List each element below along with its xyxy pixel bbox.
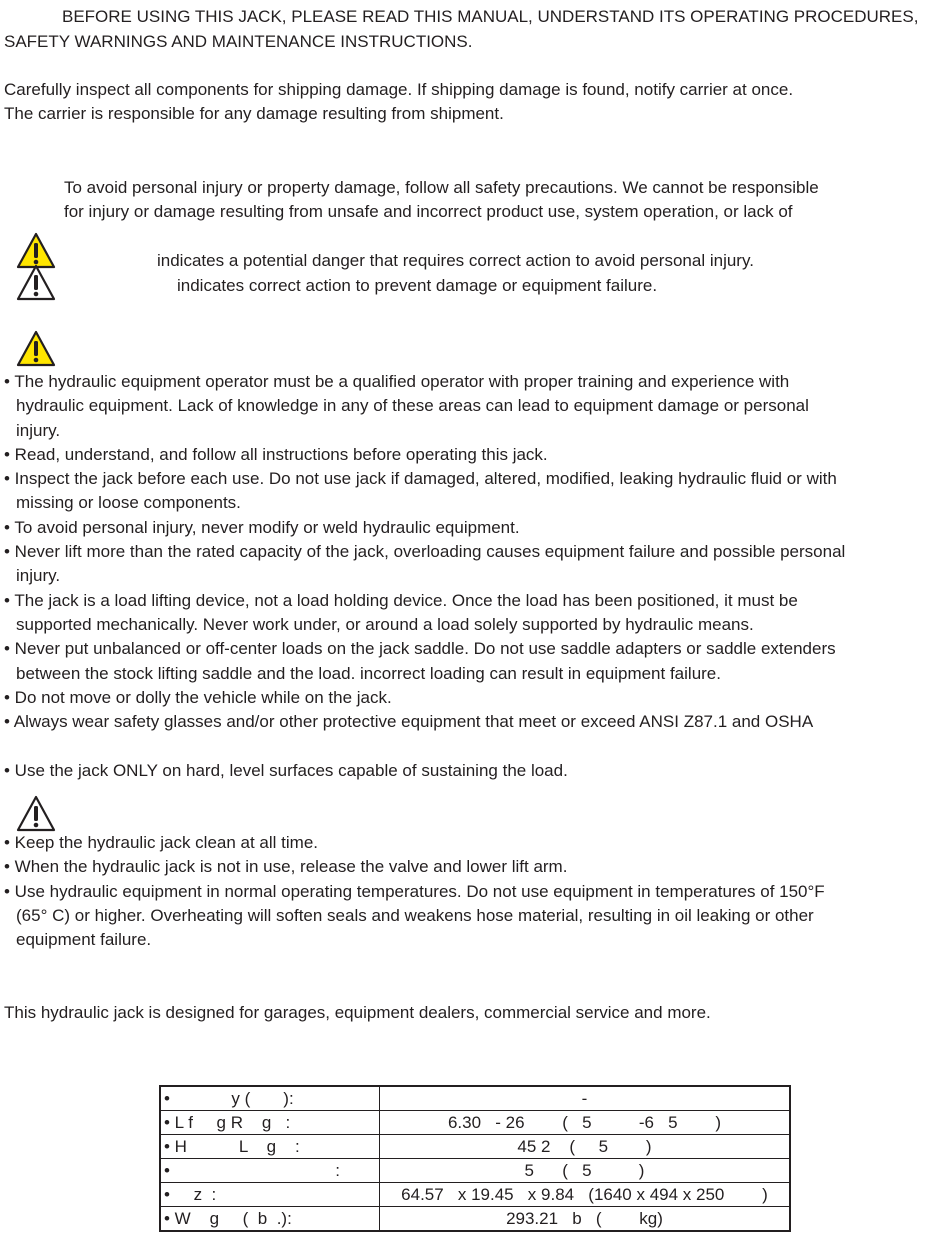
- spec-label: • y ( ):: [160, 1086, 380, 1111]
- table-row: [160, 1183, 790, 1207]
- list-item-text: • Use hydraulic equipment in normal operating temperatures. Do not use equipment in temperatures of 150°F: [4, 881, 825, 901]
- warnings-list: [4, 370, 948, 783]
- list-item: [4, 370, 948, 443]
- list-item: [4, 710, 948, 734]
- spec-label: • L f g R g :: [160, 1111, 380, 1135]
- list-item-continuation: missing or loose components.: [16, 493, 241, 513]
- spec-value: -: [380, 1086, 791, 1111]
- list-item: [4, 759, 948, 783]
- list-item: [4, 589, 948, 638]
- list-item-text: • Do not move or dolly the vehicle while on the jack.: [4, 687, 392, 707]
- list-item-text: • Never lift more than the rated capacity of the jack, overloading causes equipment failure and possible personal: [4, 542, 846, 562]
- safety-line-1: To avoid personal injury or property damage, follow all safety precautions. We cannot be responsible: [64, 178, 819, 197]
- list-item-text: • Use the jack ONLY on hard, level surfaces capable of sustaining the load.: [4, 760, 568, 780]
- spec-table: [159, 1085, 791, 1232]
- spec-value: 293.21 b ( kg): [380, 1207, 791, 1232]
- spec-label: • W g ( b .):: [160, 1207, 380, 1232]
- list-item: [4, 637, 948, 686]
- warning-triangle-yellow-icon: [16, 330, 56, 368]
- list-item: [4, 880, 948, 953]
- list-item-continuation: injury.: [16, 566, 61, 586]
- intro-line-1: BEFORE USING THIS JACK, PLEASE READ THIS MANUAL, UNDERSTAND ITS OPERATING PROCEDURES,: [62, 7, 919, 26]
- warning-definition: indicates a potential danger that requires correct action to avoid personal injury.: [157, 251, 754, 270]
- list-item-text: • Keep the hydraulic jack clean at all time.: [4, 833, 319, 852]
- caution-triangle-outline-icon: [16, 264, 56, 302]
- cautions-list: [4, 831, 948, 952]
- shipping-line-2: The carrier is responsible for any damage resulting from shipment.: [4, 104, 504, 123]
- spec-label: • :: [160, 1159, 380, 1183]
- list-item-text: • Read, understand, and follow all instructions before operating this jack.: [4, 444, 548, 464]
- list-item-continuation: equipment failure.: [16, 930, 152, 950]
- list-item-continuation: supported mechanically. Never work under, or around a load solely supported by hydraulic means.: [16, 614, 754, 634]
- spec-label: • H L g :: [160, 1135, 380, 1159]
- description: This hydraulic jack is designed for garages, equipment dealers, commercial service and more.: [4, 1003, 711, 1022]
- list-item-text: • When the hydraulic jack is not in use, release the valve and lower lift arm.: [4, 857, 568, 877]
- caution-definition: indicates correct action to prevent damage or equipment failure.: [177, 276, 658, 295]
- shipping-line-1: Carefully inspect all components for shipping damage. If shipping damage is found, notify carrier at once.: [4, 80, 794, 99]
- table-row: [160, 1159, 790, 1183]
- list-item-text: • To avoid personal injury, never modify or weld hydraulic equipment.: [4, 517, 520, 537]
- list-item: [4, 516, 948, 540]
- list-item-continuation: between the stock lifting saddle and the load. incorrect loading can result in equipment failure.: [16, 663, 721, 683]
- spec-label: • z :: [160, 1183, 380, 1207]
- spec-value: 6.30 - 26 ( 5 -6 5 ): [380, 1111, 791, 1135]
- intro-line-2: SAFETY WARNINGS AND MAINTENANCE INSTRUCTIONS.: [4, 32, 473, 51]
- list-item: [4, 734, 948, 758]
- list-item-text: [4, 734, 948, 758]
- table-row: [160, 1135, 790, 1159]
- list-item-text: • Never put unbalanced or off-center loads on the jack saddle. Do not use saddle adapters or saddle extenders: [4, 639, 836, 659]
- list-item-text: • The hydraulic equipment operator must be a qualified operator with proper training and experience with: [4, 372, 790, 391]
- list-item: [4, 831, 948, 855]
- list-item: [4, 467, 948, 516]
- spec-value: 5 ( 5 ): [380, 1159, 791, 1183]
- table-row: [160, 1111, 790, 1135]
- list-item-text: • Always wear safety glasses and/or other protective equipment that meet or exceed ANSI Z87.1 and OSHA: [4, 712, 814, 732]
- list-item-continuation: hydraulic equipment. Lack of knowledge in any of these areas can lead to equipment damage or personal: [16, 396, 809, 416]
- list-item: [4, 686, 948, 710]
- caution-triangle-outline-icon: [16, 795, 56, 833]
- list-item: [4, 443, 948, 467]
- table-row: [160, 1086, 790, 1111]
- list-item-continuation: injury.: [16, 420, 61, 440]
- list-item: [4, 855, 948, 879]
- list-item-continuation: (65° C) or higher. Overheating will soften seals and weakens hose material, resulting in oil leaking or other: [16, 905, 814, 925]
- spec-value: 45 2 ( 5 ): [380, 1135, 791, 1159]
- list-item: [4, 540, 948, 589]
- table-row: [160, 1207, 790, 1232]
- list-item-text: • The jack is a load lifting device, not a load holding device. Once the load has been positioned, it must be: [4, 590, 798, 610]
- safety-line-2: for injury or damage resulting from unsafe and incorrect product use, system operation, or lack of: [64, 202, 793, 221]
- list-item-text: • Inspect the jack before each use. Do not use jack if damaged, altered, modified, leaking hydraulic fluid or with: [4, 469, 837, 489]
- spec-value: 64.57 x 19.45 x 9.84 (1640 x 494 x 250 ): [380, 1183, 791, 1207]
